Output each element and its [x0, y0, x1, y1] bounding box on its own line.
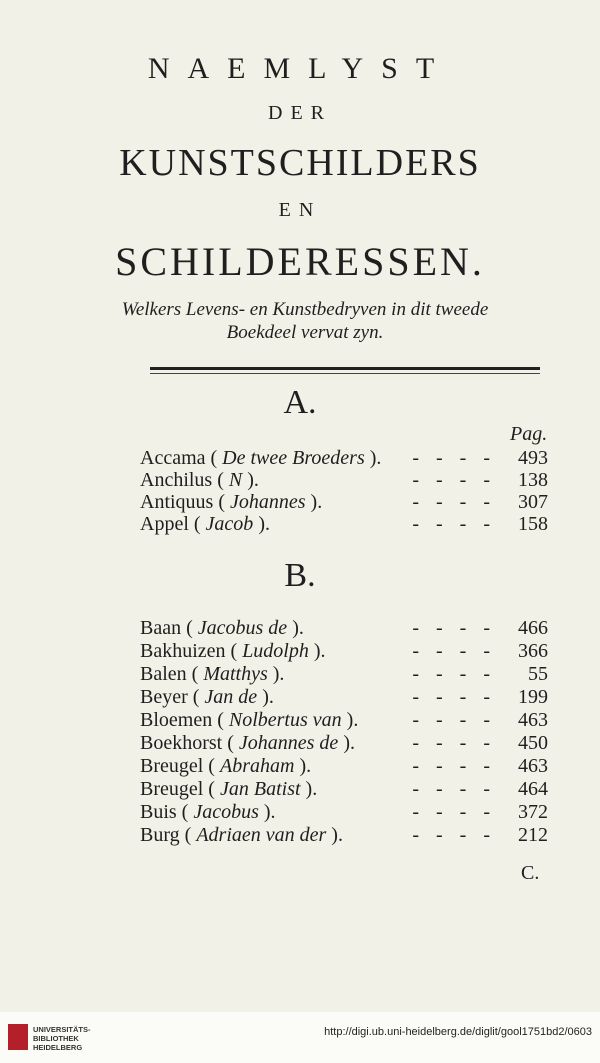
- entry-given-name: Jan Batist: [219, 778, 301, 800]
- entry-page-number: 450: [518, 732, 548, 754]
- library-name-line-3: HEIDELBERG: [33, 1043, 83, 1052]
- subtitle: [60, 298, 550, 344]
- entry-page-number: 464: [518, 778, 548, 800]
- index-entry: [140, 778, 548, 801]
- entry-name: Appel ( Jacob ).: [140, 513, 270, 535]
- title-schilderessen: SCHILDERESSEN.: [115, 239, 485, 284]
- catchword: C.: [521, 862, 540, 884]
- index-entry: [140, 617, 548, 640]
- library-name-line-2: BIBLIOTHEK: [33, 1034, 79, 1043]
- entry-given-name: Jacob: [205, 513, 254, 535]
- subtitle-line-1: Welkers Levens- en Kunstbedryven in dit tweede: [121, 299, 489, 320]
- entry-name: Bakhuizen ( Ludolph ).: [140, 640, 326, 662]
- divider-rule: [150, 367, 540, 370]
- leader-dashes: - - - -: [412, 491, 496, 513]
- entry-page-number: 307: [518, 491, 548, 513]
- leader-dashes: - - - -: [412, 709, 496, 731]
- leader-dashes: - - - -: [412, 778, 496, 800]
- entry-name: Boekhorst ( Johannes de ).: [140, 732, 355, 754]
- index-entry: [140, 513, 548, 536]
- index-entry: [140, 491, 548, 514]
- leader-dashes: - - - -: [412, 663, 496, 685]
- index-entry: [140, 640, 548, 663]
- entry-name: Bloemen ( Nolbertus van ).: [140, 709, 359, 731]
- entry-given-name: N: [228, 469, 243, 491]
- index-entry: [140, 447, 548, 470]
- entry-name: Anchilus ( N ).: [140, 469, 259, 491]
- entry-name: Breugel ( Abraham ).: [140, 755, 312, 777]
- title-der: DER: [268, 102, 332, 124]
- entry-given-name: Jacobus: [193, 801, 259, 823]
- library-name-line-1: UNIVERSITÄTS-: [33, 1025, 91, 1034]
- entry-page-number: 493: [518, 447, 548, 469]
- entry-given-name: Abraham: [219, 755, 295, 777]
- title-naemlyst: NAEMLYST: [147, 52, 453, 85]
- entry-name: Baan ( Jacobus de ).: [140, 617, 304, 639]
- leader-dashes: - - - -: [412, 824, 496, 846]
- index-entry: [140, 732, 548, 755]
- index-entry: [140, 801, 548, 824]
- index-entry: [140, 709, 548, 732]
- leader-dashes: - - - -: [412, 801, 496, 823]
- entry-name: Antiquus ( Johannes ).: [140, 491, 323, 513]
- divider-rule-thin: [150, 373, 540, 374]
- entry-name: Balen ( Matthys ).: [140, 663, 285, 685]
- entry-name: Buis ( Jacobus ).: [140, 801, 276, 823]
- entry-page-number: 158: [518, 513, 548, 535]
- section-heading-b: B.: [284, 557, 316, 594]
- entry-page-number: 366: [518, 640, 548, 662]
- leader-dashes: - - - -: [412, 640, 496, 662]
- leader-dashes: - - - -: [412, 513, 496, 535]
- entry-given-name: Ludolph: [242, 640, 309, 662]
- entry-page-number: 212: [518, 824, 548, 846]
- leader-dashes: - - - -: [412, 617, 496, 639]
- library-name: [33, 1025, 91, 1052]
- index-entry: [140, 755, 548, 778]
- section-heading-a: A.: [283, 384, 317, 421]
- entry-page-number: 372: [518, 801, 548, 823]
- entry-page-number: 463: [518, 755, 548, 777]
- leader-dashes: - - - -: [412, 447, 496, 469]
- leader-dashes: - - - -: [412, 755, 496, 777]
- entry-page-number: 138: [518, 469, 548, 491]
- entry-name: Accama ( De twee Broeders ).: [140, 447, 382, 469]
- index-entry: [140, 469, 548, 492]
- entry-name: Breugel ( Jan Batist ).: [140, 778, 318, 800]
- index-entry: [140, 686, 548, 709]
- entry-given-name: Jacobus de: [197, 617, 288, 639]
- entry-name: Beyer ( Jan de ).: [140, 686, 274, 708]
- entry-name: Burg ( Adriaen van der ).: [140, 824, 343, 846]
- leader-dashes: - - - -: [412, 732, 496, 754]
- entry-given-name: Nolbertus van: [228, 709, 342, 731]
- entry-given-name: Matthys: [203, 663, 268, 685]
- source-url[interactable]: http://digi.ub.uni-heidelberg.de/diglit/gool1751bd2/0603: [324, 1026, 592, 1038]
- entry-given-name: Johannes: [230, 491, 306, 513]
- entry-page-number: 463: [518, 709, 548, 731]
- title-kunstschilders: KUNSTSCHILDERS: [119, 142, 481, 184]
- page-column-label: Pag.: [510, 423, 548, 445]
- entry-given-name: Adriaen van der: [196, 824, 327, 846]
- index-entry: [140, 824, 548, 847]
- entry-page-number: 55: [528, 663, 548, 685]
- leader-dashes: - - - -: [412, 686, 496, 708]
- library-logo-icon: [8, 1024, 28, 1050]
- entry-page-number: 199: [518, 686, 548, 708]
- subtitle-line-2: Boekdeel vervat zyn.: [226, 322, 384, 343]
- entry-page-number: 466: [518, 617, 548, 639]
- leader-dashes: - - - -: [412, 469, 496, 491]
- entry-given-name: Jan de: [204, 686, 258, 708]
- entry-given-name: Johannes de: [238, 732, 339, 754]
- title-en: EN: [278, 199, 322, 221]
- index-entry: [140, 663, 548, 686]
- entry-given-name: De twee Broeders: [222, 447, 365, 469]
